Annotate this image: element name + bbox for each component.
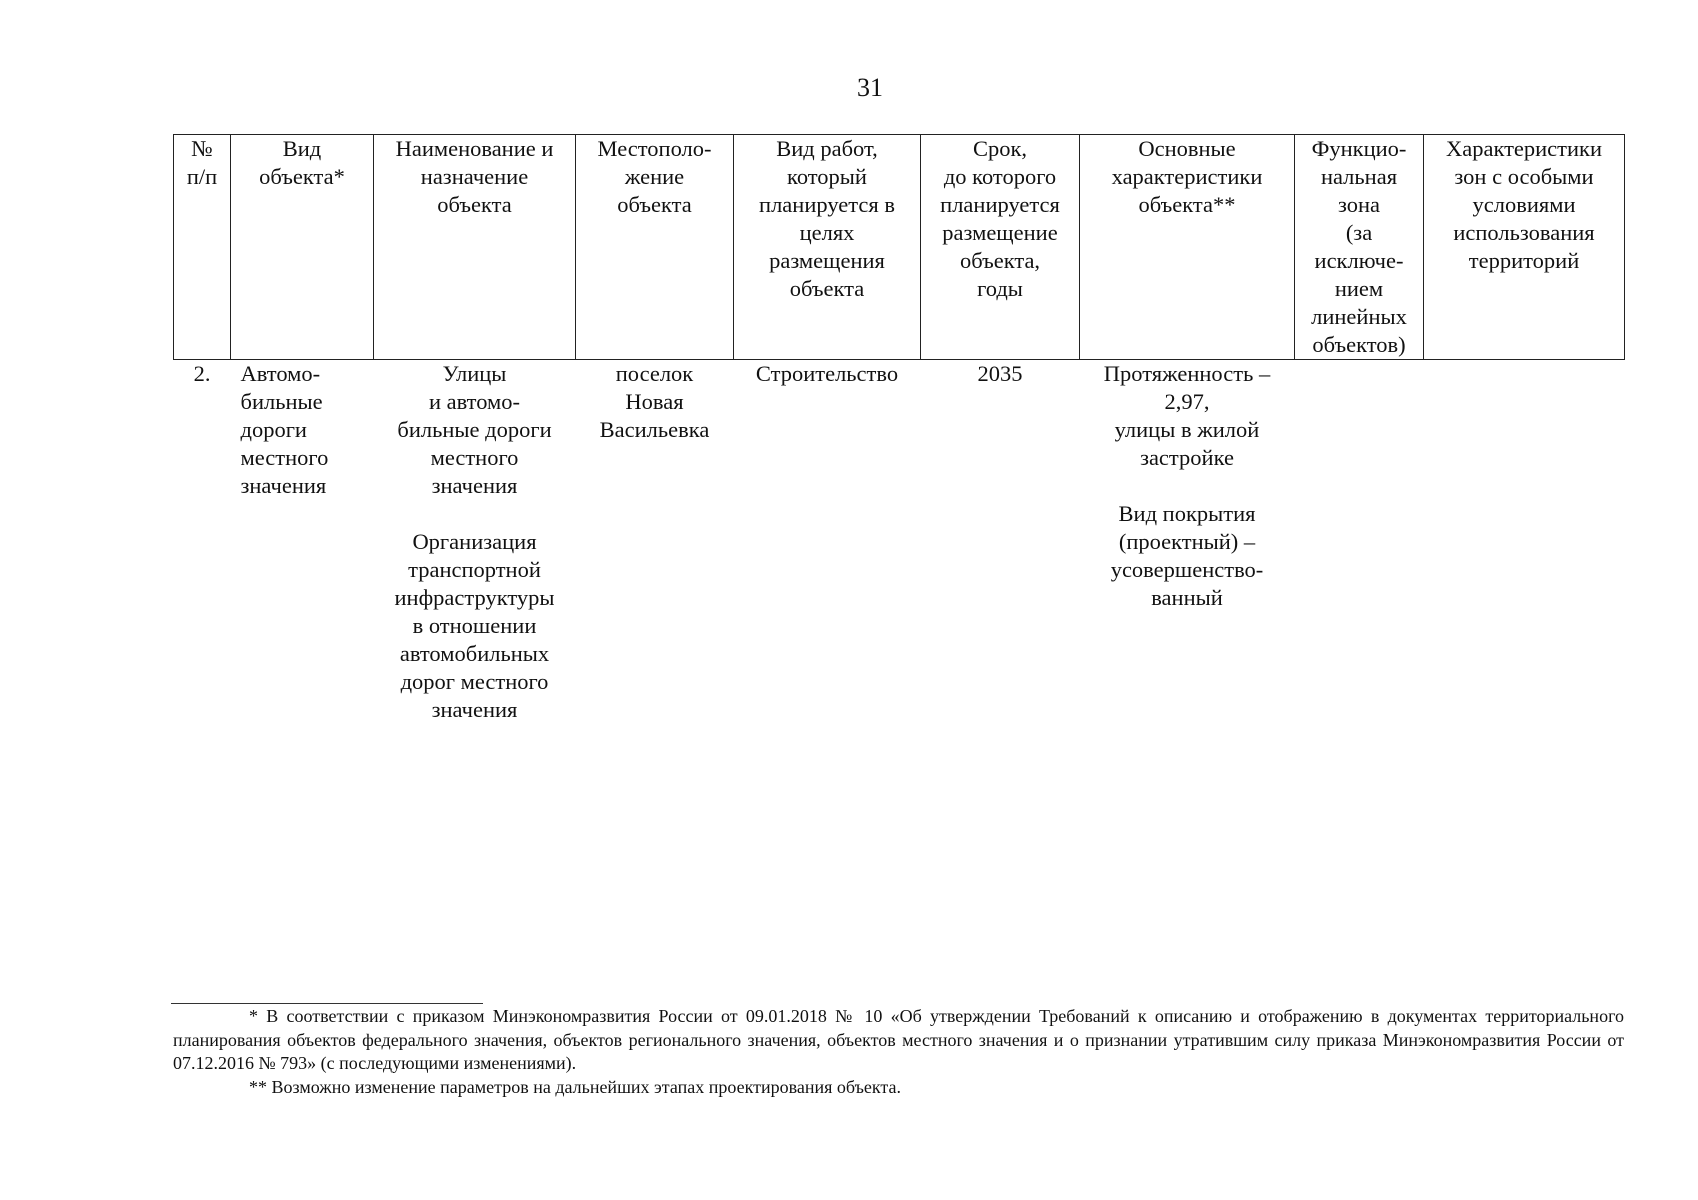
header-functional-zone: Функцио- нальная зона (за исключе- нием линейных объектов) (1295, 135, 1424, 360)
header-object-type: Вид объекта* (231, 135, 374, 360)
header-deadline: Срок, до которого планируется размещение объекта, годы (921, 135, 1080, 360)
header-characteristics: Основные характеристики объекта** (1080, 135, 1295, 360)
footnotes (173, 1005, 1624, 1099)
cell-object-name: Улицы и автомо- бильные дороги местного значения Организация транспортной инфраструктуры в отношении автомобильных дорог местного значения (394, 361, 555, 722)
planned-objects-table (173, 134, 1625, 724)
page-number: 31 (857, 73, 883, 102)
footnote-1: * В соответствии с приказом Минэкономразвития России от 09.01.2018 № 10 «Об утверждении Требований к описанию и отображению в документах территориального планирования объектов федерального значения, объектов регионального значения, объектов местного значения и о признании утратившим силу приказа Минэкономразвития России от 07.12.2016 № 793» (с последующими изменениями). (173, 1006, 1624, 1073)
cell-deadline: 2035 (977, 361, 1023, 386)
header-number: № п/п (174, 135, 231, 360)
table-row (174, 360, 1625, 725)
cell-object-type: Автомо- бильные дороги местного значения (240, 361, 329, 498)
cell-work-type: Строительство (755, 361, 899, 386)
header-work-type: Вид работ, который планируется в целях размещения объекта (734, 135, 921, 360)
header-location: Местополо- жение объекта (576, 135, 734, 360)
header-object-name: Наименование и назначение объекта (374, 135, 576, 360)
cell-special-zones (1424, 360, 1625, 725)
footnote-separator (171, 1003, 483, 1004)
table-header-row (174, 135, 1625, 360)
cell-characteristics: Протяженность – 2,97, улицы в жилой застройке Вид покрытия (проектный) – усовершенство- ванный (1103, 361, 1271, 610)
header-special-zones: Характеристики зон с особыми условиями использования территорий (1424, 135, 1625, 360)
footnote-2: ** Возможно изменение параметров на дальнейших этапах проектирования объекта. (249, 1076, 901, 1097)
cell-number: 2. (193, 361, 211, 386)
cell-functional-zone (1295, 360, 1424, 725)
cell-location: поселок Новая Васильевка (599, 361, 710, 442)
